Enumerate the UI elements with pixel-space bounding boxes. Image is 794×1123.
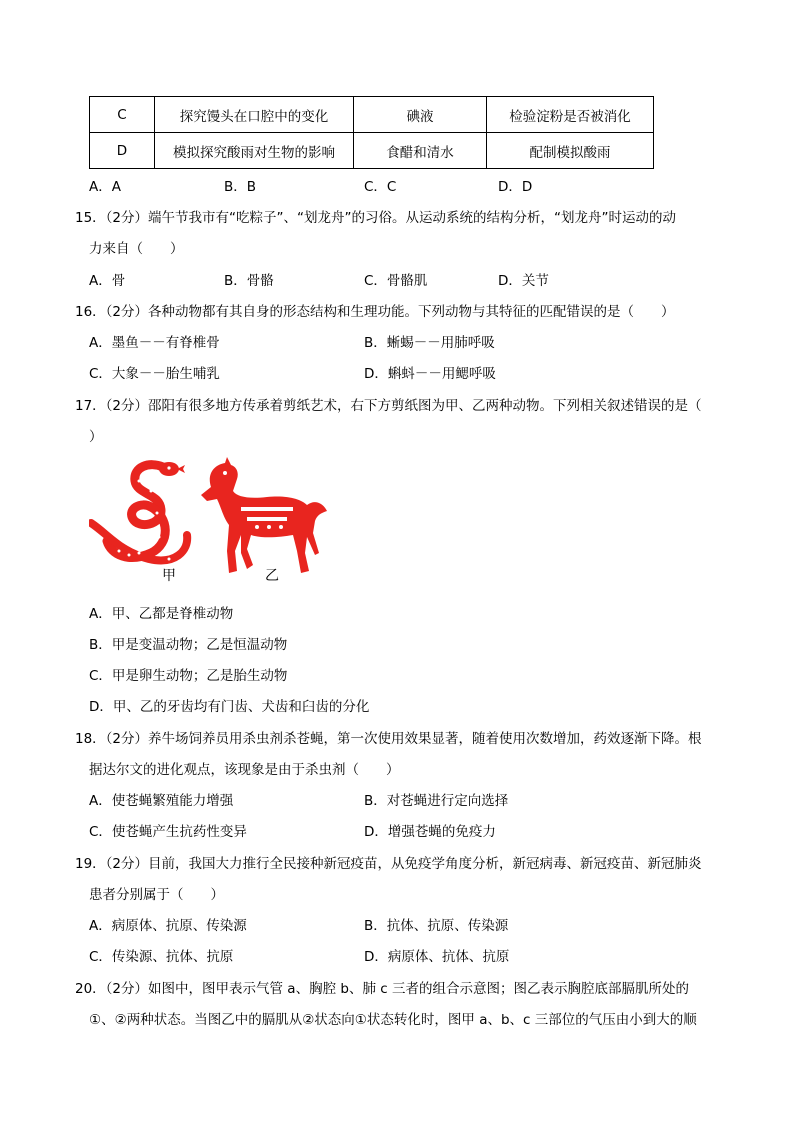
horse-icon (197, 455, 329, 585)
table-cell: D (90, 133, 155, 169)
option-c: C．使苍蝇产生抗药性变异 (89, 824, 247, 840)
question-19-text: 19．（2分）目前，我国大力推行全民接种新冠疫苗，从免疫学角度分析，新冠病毒、新冠疫苗、新冠肺炎 (75, 856, 702, 872)
papercut-figure (89, 455, 329, 585)
option-b: B．对苍蝇进行定向选择 (364, 793, 509, 809)
option-a: A．病原体、抗原、传染源 (89, 918, 247, 934)
table-cell: 检验淀粉是否被消化 (487, 97, 654, 133)
option-c: C．骨骼肌 (364, 273, 428, 289)
table-cell: 碘液 (354, 97, 487, 133)
option-a: A．甲、乙都是脊椎动物 (89, 606, 234, 622)
figure-label-b: 乙 (265, 568, 279, 584)
options-table (89, 96, 654, 169)
option-d: D．D (498, 179, 533, 195)
option-b: B．B (224, 179, 257, 195)
table-cell: 探究馒头在口腔中的变化 (155, 97, 354, 133)
question-15-text: 15．（2分）端午节我市有“吃粽子”、“划龙舟”的习俗。从运动系统的结构分析，“划龙舟”时运动的动 (75, 210, 676, 226)
table-row (90, 133, 654, 169)
option-c: C．C (364, 179, 397, 195)
option-d: D．病原体、抗体、抗原 (364, 949, 510, 965)
option-b: B．骨骼 (224, 273, 274, 289)
option-a: A．墨鱼－－有脊椎骨 (89, 335, 220, 351)
table-row (90, 97, 654, 133)
question-18-text: 18．（2分）养牛场饲养员用杀虫剂杀苍蝇，第一次使用效果显著，随着使用次数增加，药效逐渐下降。根 (75, 731, 702, 747)
table-cell: 食醋和清水 (354, 133, 487, 169)
option-a: A．骨 (89, 273, 126, 289)
option-d: D．增强苍蝇的免疫力 (364, 824, 496, 840)
question-16-text: 16．（2分）各种动物都有其自身的形态结构和生理功能。下列动物与其特征的匹配错误的是（ ） (75, 304, 675, 320)
option-b: B．蜥蜴－－用肺呼吸 (364, 335, 495, 351)
question-20-text-cont: ①、②两种状态。当图乙中的膈肌从②状态向①状态转化时，图甲 a、b、c 三部位的气压由小到大的顺 (89, 1012, 697, 1028)
table-cell: C (90, 97, 155, 133)
option-a: A．使苍蝇繁殖能力增强 (89, 793, 234, 809)
option-a: A．A (89, 179, 121, 195)
option-d: D．蝌蚪－－用鳃呼吸 (364, 366, 496, 382)
option-c: C．甲是卵生动物；乙是胎生动物 (89, 668, 288, 684)
option-c: C．大象－－胎生哺乳 (89, 366, 220, 382)
option-b: B．甲是变温动物；乙是恒温动物 (89, 637, 288, 653)
question-18-text-cont: 据达尔文的进化观点，该现象是由于杀虫剂（ ） (89, 762, 400, 778)
option-c: C．传染源、抗体、抗原 (89, 949, 234, 965)
table-cell: 模拟探究酸雨对生物的影响 (155, 133, 354, 169)
question-15-text-cont: 力来自（ ） (89, 241, 184, 257)
figure-label-a: 甲 (162, 568, 176, 584)
option-d: D．甲、乙的牙齿均有门齿、犬齿和臼齿的分化 (89, 699, 370, 715)
option-d: D．关节 (498, 273, 549, 289)
table-cell: 配制模拟酸雨 (487, 133, 654, 169)
question-19-text-cont: 患者分别属于（ ） (89, 887, 224, 903)
question-17-text-cont: ） (89, 429, 103, 445)
question-17-text: 17．（2分）邵阳有很多地方传承着剪纸艺术，右下方剪纸图为甲、乙两种动物。下列相关叙述错误的是（ (75, 398, 702, 414)
question-20-text: 20．（2分）如图中，图甲表示气管 a、胸腔 b、肺 c 三者的组合示意图；图乙表示胸腔底部膈肌所处的 (75, 981, 689, 997)
option-b: B．抗体、抗原、传染源 (364, 918, 509, 934)
